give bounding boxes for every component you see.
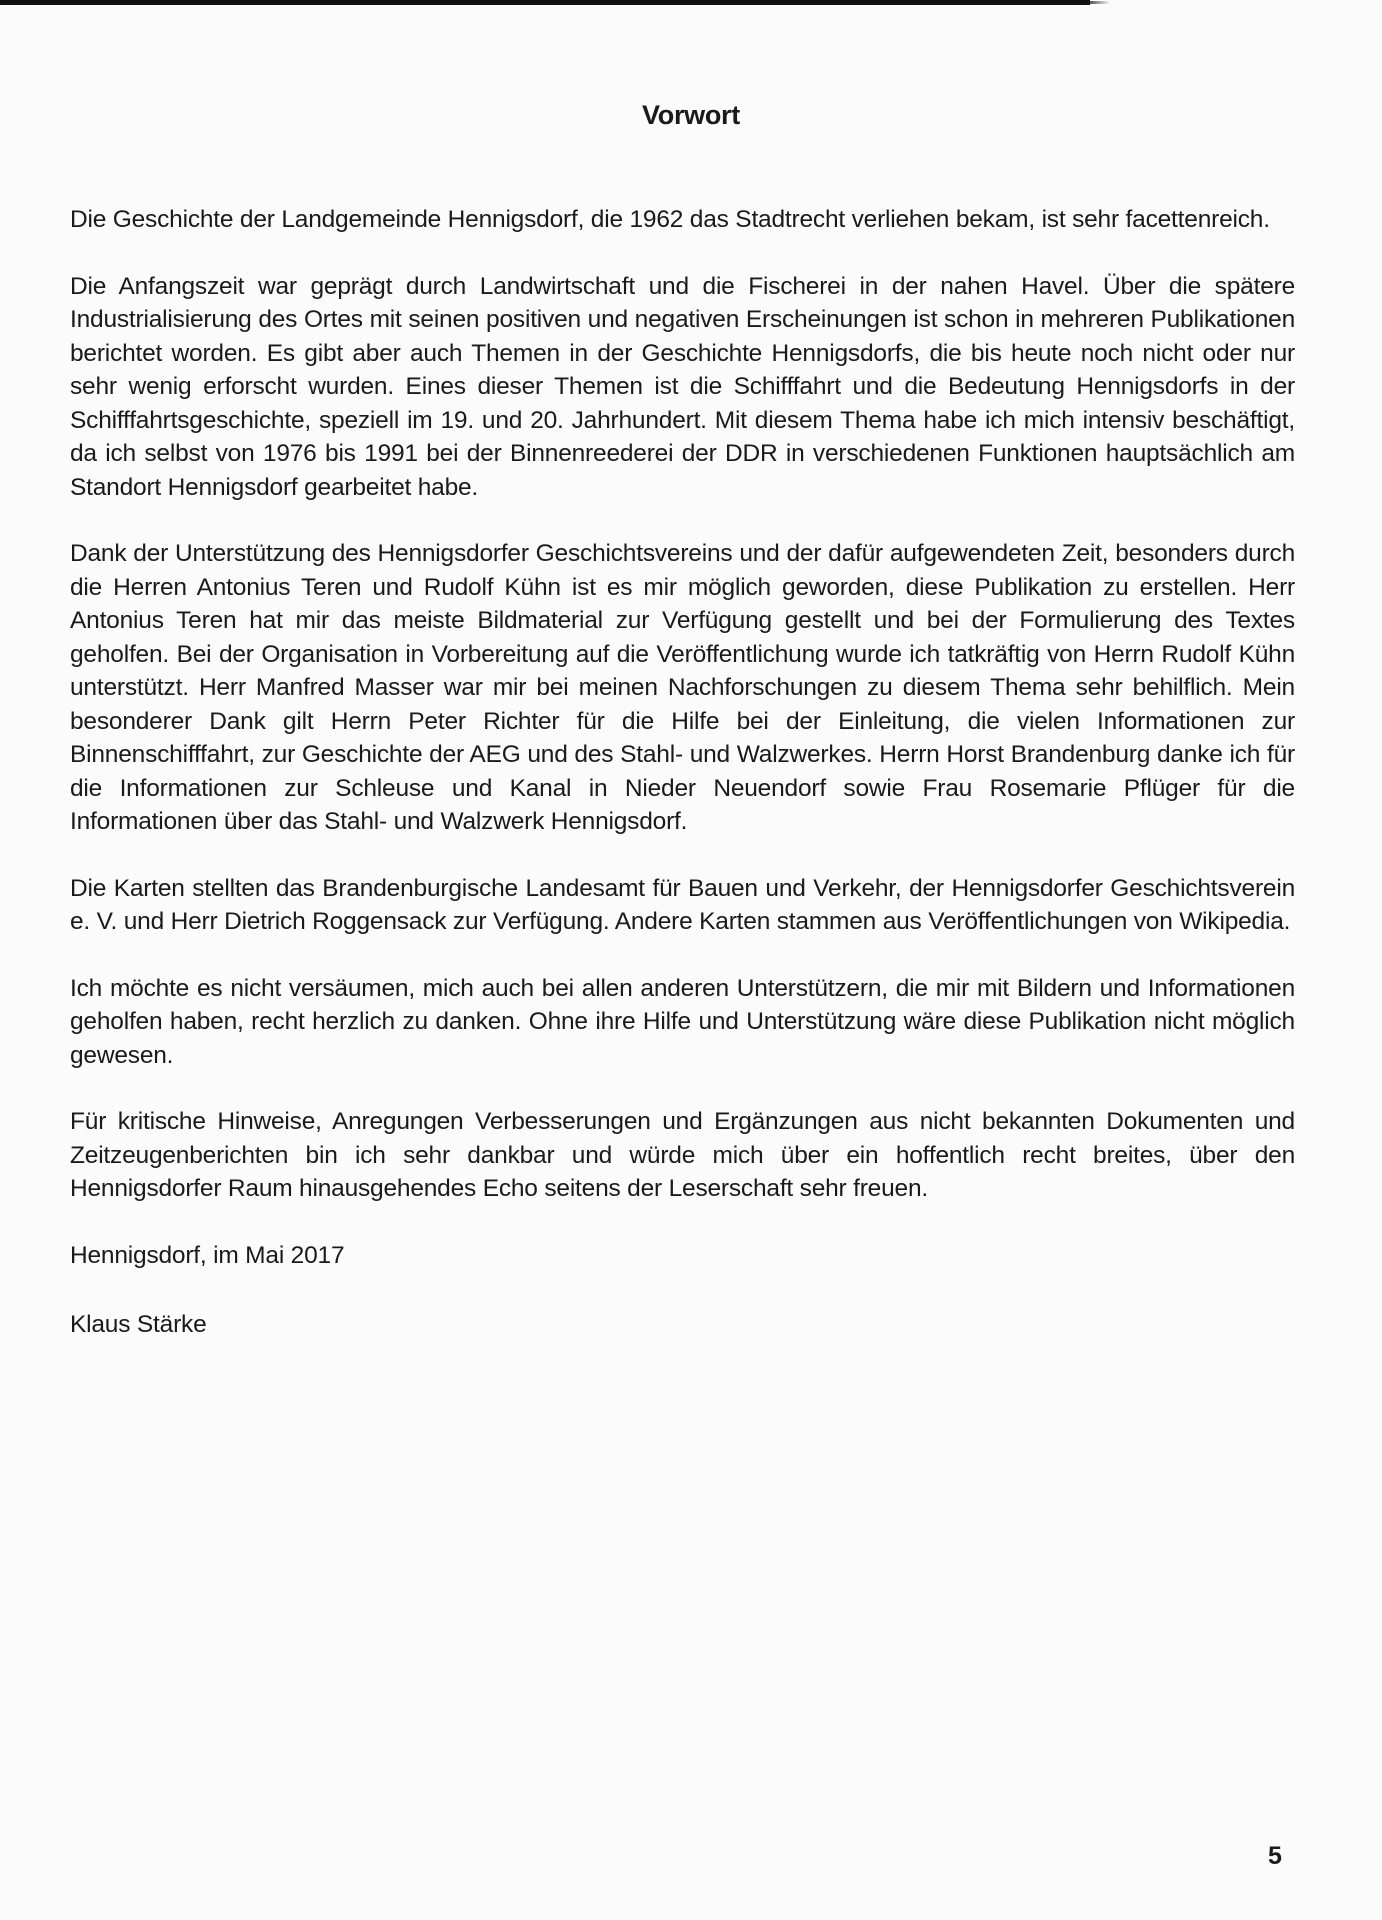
paragraph-history: Die Anfangszeit war geprägt durch Landwirtschaft und die Fischerei in der nahen Havel. Über die spätere Industrialisierung des Ortes mit seinen positiven und negativen Erscheinungen ist schon in mehreren Publikationen berichtet worden. Es gibt aber auch Themen in der Geschichte Hennigsdorfs, die bis heute noch nicht oder nur sehr wenig erforscht wurden. Eines dieser Themen ist die Schifffahrt und die Bedeutung Hennigsdorfs in der Schifffahrtsgeschichte, speziell im 19. und 20. Jahrhundert. Mit diesem Thema habe ich mich intensiv beschäftigt, da ich selbst von 1976 bis 1991 bei der Binnenreederei der DDR in verschiedenen Funktionen hauptsächlich am Standort Hennigsdorf gearbeitet habe. [70, 272, 1295, 501]
author-signature: Klaus Stärke [70, 1311, 207, 1338]
page-title: Vorwort [642, 100, 740, 130]
top-rule-fade [1090, 1, 1110, 4]
body-text [70, 203, 1295, 1342]
paragraph-intro: Die Geschichte der Landgemeinde Hennigsdorf, die 1962 das Stadtrecht verliehen bekam, ist sehr facettenreich. [70, 206, 1270, 233]
paragraph-feedback: Für kritische Hinweise, Anregungen Verbesserungen und Ergänzungen aus nicht bekannten Dokumenten und Zeitzeugenberichten bin ich sehr dankbar und würde mich über ein hoffentlich recht breites, über den Hennigsdorfer Raum hinausgehendes Echo seitens der Leserschaft sehr freuen. [70, 1108, 1295, 1202]
paragraph-acknowledgements: Dank der Unterstützung des Hennigsdorfer Geschichtsvereins und der dafür aufgewendeten Zeit, besonders durch die Herren Antonius Teren und Rudolf Kühn ist es mir möglich geworden, diese Publikation zu erstellen. Herr Antonius Teren hat mir das meiste Bildmaterial zur Verfügung gestellt und bei der Formulierung des Textes geholfen. Bei der Organisation in Vorbereitung auf die Veröffentlichung wurde ich tatkräftig von Herrn Rudolf Kühn unterstützt. Herr Manfred Masser war mir bei meinen Nachforschungen zu diesem Thema sehr behilflich. Mein besonderer Dank gilt Herrn Peter Richter für die Hilfe bei der Einleitung, die vielen Informationen zur Binnenschifffahrt, zur Geschichte der AEG und des Stahl- und Walzwerkes. Herrn Horst Brandenburg danke ich für die Informationen zur Schleuse und Kanal in Nieder Neuendorf sowie Frau Rosemarie Pflüger für die Informationen über das Stahl- und Walzwerk Hennigsdorf. [70, 540, 1295, 835]
top-rule [0, 0, 1090, 5]
place-date: Hennigsdorf, im Mai 2017 [70, 1241, 345, 1269]
paragraph-maps: Die Karten stellten das Brandenburgische Landesamt für Bauen und Verkehr, der Hennigsdorfer Geschichtsverein e. V. und Herr Dietrich Roggensack zur Verfügung. Andere Karten stammen aus Veröffentlichungen von Wikipedia. [70, 874, 1295, 935]
page-number: 5 [1268, 1842, 1282, 1870]
paragraph-thanks: Ich möchte es nicht versäumen, mich auch bei allen anderen Unterstützern, die mir mit Bildern und Informationen geholfen haben, recht herzlich zu danken. Ohne ihre Hilfe und Unterstützung wäre diese Publikation nicht möglich gewesen. [70, 974, 1295, 1069]
